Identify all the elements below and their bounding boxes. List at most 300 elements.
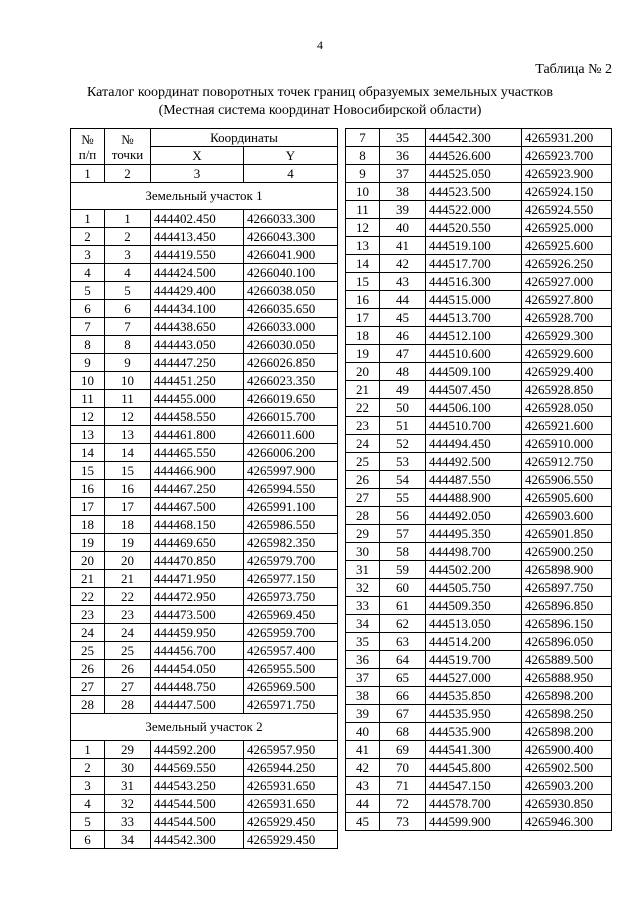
table-row bbox=[346, 795, 612, 813]
header-index-row bbox=[71, 165, 338, 183]
table-row bbox=[71, 660, 338, 678]
y-coordinate: 4265902.500 bbox=[522, 759, 612, 777]
table-row bbox=[346, 615, 612, 633]
row-number: 8 bbox=[71, 336, 105, 354]
table-row bbox=[71, 264, 338, 282]
point-number: 3 bbox=[105, 246, 151, 264]
row-number: 35 bbox=[346, 633, 380, 651]
point-number: 16 bbox=[105, 480, 151, 498]
y-coordinate: 4266040.100 bbox=[244, 264, 338, 282]
x-coordinate: 444535.950 bbox=[426, 705, 522, 723]
x-coordinate: 444468.150 bbox=[151, 516, 244, 534]
y-coordinate: 4265929.600 bbox=[522, 345, 612, 363]
y-coordinate: 4265929.300 bbox=[522, 327, 612, 345]
point-number: 40 bbox=[380, 219, 426, 237]
section-row bbox=[71, 183, 338, 210]
table-row bbox=[71, 588, 338, 606]
y-coordinate: 4266006.200 bbox=[244, 444, 338, 462]
header-col-1: 1 bbox=[71, 165, 105, 183]
point-number: 71 bbox=[380, 777, 426, 795]
row-number: 20 bbox=[346, 363, 380, 381]
x-coordinate: 444447.250 bbox=[151, 354, 244, 372]
table-row bbox=[346, 759, 612, 777]
point-number: 44 bbox=[380, 291, 426, 309]
y-coordinate: 4265896.150 bbox=[522, 615, 612, 633]
x-coordinate: 444514.200 bbox=[426, 633, 522, 651]
row-number: 17 bbox=[346, 309, 380, 327]
table-row bbox=[71, 741, 338, 759]
y-coordinate: 4265944.250 bbox=[244, 759, 338, 777]
table-row bbox=[346, 327, 612, 345]
table-row bbox=[346, 183, 612, 201]
row-number: 24 bbox=[346, 435, 380, 453]
point-number: 43 bbox=[380, 273, 426, 291]
table-row bbox=[71, 444, 338, 462]
row-number: 25 bbox=[71, 642, 105, 660]
row-number: 21 bbox=[346, 381, 380, 399]
y-coordinate: 4265925.600 bbox=[522, 237, 612, 255]
x-coordinate: 444507.450 bbox=[426, 381, 522, 399]
y-coordinate: 4265957.400 bbox=[244, 642, 338, 660]
y-coordinate: 4266035.650 bbox=[244, 300, 338, 318]
y-coordinate: 4265991.100 bbox=[244, 498, 338, 516]
table-row bbox=[346, 669, 612, 687]
y-coordinate: 4265971.750 bbox=[244, 696, 338, 714]
row-number: 19 bbox=[346, 345, 380, 363]
row-number: 38 bbox=[346, 687, 380, 705]
x-coordinate: 444525.050 bbox=[426, 165, 522, 183]
x-coordinate: 444505.750 bbox=[426, 579, 522, 597]
x-coordinate: 444429.400 bbox=[151, 282, 244, 300]
table-row bbox=[71, 795, 338, 813]
y-coordinate: 4265982.350 bbox=[244, 534, 338, 552]
point-number: 55 bbox=[380, 489, 426, 507]
table-row bbox=[346, 201, 612, 219]
y-coordinate: 4265912.750 bbox=[522, 453, 612, 471]
point-number: 72 bbox=[380, 795, 426, 813]
x-coordinate: 444402.450 bbox=[151, 210, 244, 228]
point-number: 67 bbox=[380, 705, 426, 723]
point-number: 50 bbox=[380, 399, 426, 417]
point-number: 19 bbox=[105, 534, 151, 552]
y-coordinate: 4265927.000 bbox=[522, 273, 612, 291]
y-coordinate: 4265969.450 bbox=[244, 606, 338, 624]
y-coordinate: 4265921.600 bbox=[522, 417, 612, 435]
table-row bbox=[346, 777, 612, 795]
y-coordinate: 4265929.400 bbox=[522, 363, 612, 381]
point-number: 69 bbox=[380, 741, 426, 759]
row-number: 36 bbox=[346, 651, 380, 669]
y-coordinate: 4265955.500 bbox=[244, 660, 338, 678]
table-row bbox=[346, 381, 612, 399]
x-coordinate: 444543.250 bbox=[151, 777, 244, 795]
table-row bbox=[346, 705, 612, 723]
point-number: 7 bbox=[105, 318, 151, 336]
x-coordinate: 444513.700 bbox=[426, 309, 522, 327]
y-coordinate: 4265923.700 bbox=[522, 147, 612, 165]
row-number: 42 bbox=[346, 759, 380, 777]
y-coordinate: 4265931.650 bbox=[244, 777, 338, 795]
point-number: 53 bbox=[380, 453, 426, 471]
x-coordinate: 444465.550 bbox=[151, 444, 244, 462]
x-coordinate: 444519.100 bbox=[426, 237, 522, 255]
y-coordinate: 4265926.250 bbox=[522, 255, 612, 273]
y-coordinate: 4265897.750 bbox=[522, 579, 612, 597]
y-coordinate: 4265929.450 bbox=[244, 831, 338, 849]
table-row bbox=[71, 354, 338, 372]
x-coordinate: 444492.500 bbox=[426, 453, 522, 471]
y-coordinate: 4265928.700 bbox=[522, 309, 612, 327]
row-number: 6 bbox=[71, 831, 105, 849]
x-coordinate: 444413.450 bbox=[151, 228, 244, 246]
x-coordinate: 444513.050 bbox=[426, 615, 522, 633]
table-row bbox=[346, 417, 612, 435]
x-coordinate: 444448.750 bbox=[151, 678, 244, 696]
row-number: 3 bbox=[71, 246, 105, 264]
row-number: 29 bbox=[346, 525, 380, 543]
table-row bbox=[71, 426, 338, 444]
header-x: X bbox=[151, 147, 244, 165]
table-row bbox=[346, 687, 612, 705]
y-coordinate: 4265946.300 bbox=[522, 813, 612, 831]
x-coordinate: 444541.300 bbox=[426, 741, 522, 759]
row-number: 7 bbox=[346, 129, 380, 147]
x-coordinate: 444519.700 bbox=[426, 651, 522, 669]
table-row bbox=[346, 741, 612, 759]
row-number: 12 bbox=[71, 408, 105, 426]
row-number: 16 bbox=[346, 291, 380, 309]
header-row bbox=[71, 129, 338, 147]
y-coordinate: 4266033.000 bbox=[244, 318, 338, 336]
row-number: 22 bbox=[346, 399, 380, 417]
point-number: 10 bbox=[105, 372, 151, 390]
row-number: 2 bbox=[71, 759, 105, 777]
x-coordinate: 444438.650 bbox=[151, 318, 244, 336]
x-coordinate: 444523.500 bbox=[426, 183, 522, 201]
y-coordinate: 4265896.850 bbox=[522, 597, 612, 615]
row-number: 39 bbox=[346, 705, 380, 723]
point-number: 66 bbox=[380, 687, 426, 705]
table-row bbox=[71, 246, 338, 264]
y-coordinate: 4265927.800 bbox=[522, 291, 612, 309]
y-coordinate: 4266019.650 bbox=[244, 390, 338, 408]
table-row bbox=[71, 318, 338, 336]
table-row bbox=[71, 480, 338, 498]
point-number: 34 bbox=[105, 831, 151, 849]
x-coordinate: 444592.200 bbox=[151, 741, 244, 759]
row-number: 11 bbox=[71, 390, 105, 408]
x-coordinate: 444472.950 bbox=[151, 588, 244, 606]
y-coordinate: 4265900.250 bbox=[522, 543, 612, 561]
x-coordinate: 444545.800 bbox=[426, 759, 522, 777]
point-number: 58 bbox=[380, 543, 426, 561]
y-coordinate: 4266033.300 bbox=[244, 210, 338, 228]
row-number: 7 bbox=[71, 318, 105, 336]
x-coordinate: 444520.550 bbox=[426, 219, 522, 237]
y-coordinate: 4265986.550 bbox=[244, 516, 338, 534]
row-number: 10 bbox=[346, 183, 380, 201]
row-number: 20 bbox=[71, 552, 105, 570]
row-number: 13 bbox=[346, 237, 380, 255]
point-number: 13 bbox=[105, 426, 151, 444]
y-coordinate: 4265923.900 bbox=[522, 165, 612, 183]
x-coordinate: 444443.050 bbox=[151, 336, 244, 354]
table-row bbox=[346, 525, 612, 543]
row-number: 14 bbox=[346, 255, 380, 273]
table-row bbox=[71, 777, 338, 795]
x-coordinate: 444488.900 bbox=[426, 489, 522, 507]
point-number: 36 bbox=[380, 147, 426, 165]
table-row bbox=[71, 678, 338, 696]
point-number: 4 bbox=[105, 264, 151, 282]
point-number: 48 bbox=[380, 363, 426, 381]
point-number: 30 bbox=[105, 759, 151, 777]
point-number: 5 bbox=[105, 282, 151, 300]
x-coordinate: 444434.100 bbox=[151, 300, 244, 318]
table-row bbox=[71, 282, 338, 300]
x-coordinate: 444461.800 bbox=[151, 426, 244, 444]
row-number: 16 bbox=[71, 480, 105, 498]
header-points-cell bbox=[105, 129, 151, 165]
table-row bbox=[71, 552, 338, 570]
row-number: 9 bbox=[71, 354, 105, 372]
x-coordinate: 444458.550 bbox=[151, 408, 244, 426]
y-coordinate: 4266030.050 bbox=[244, 336, 338, 354]
y-coordinate: 4265969.500 bbox=[244, 678, 338, 696]
x-coordinate: 444455.000 bbox=[151, 390, 244, 408]
row-number: 12 bbox=[346, 219, 380, 237]
y-coordinate: 4265898.200 bbox=[522, 687, 612, 705]
header-num-cell bbox=[71, 129, 105, 165]
row-number: 5 bbox=[71, 282, 105, 300]
table-row bbox=[346, 255, 612, 273]
point-number: 70 bbox=[380, 759, 426, 777]
x-coordinate: 444506.100 bbox=[426, 399, 522, 417]
y-coordinate: 4265896.050 bbox=[522, 633, 612, 651]
x-coordinate: 444470.850 bbox=[151, 552, 244, 570]
y-coordinate: 4265925.000 bbox=[522, 219, 612, 237]
table-row bbox=[71, 624, 338, 642]
header-col-3: 3 bbox=[151, 165, 244, 183]
title-line-1: Каталог координат поворотных точек границ образуемых земельных участков bbox=[87, 85, 553, 100]
section-title: Земельный участок 1 bbox=[71, 183, 338, 210]
header-num: № bbox=[81, 131, 94, 147]
table-row bbox=[346, 399, 612, 417]
x-coordinate: 444569.550 bbox=[151, 759, 244, 777]
row-number: 24 bbox=[71, 624, 105, 642]
point-number: 17 bbox=[105, 498, 151, 516]
y-coordinate: 4265901.850 bbox=[522, 525, 612, 543]
y-coordinate: 4266011.600 bbox=[244, 426, 338, 444]
point-number: 2 bbox=[105, 228, 151, 246]
row-number: 1 bbox=[71, 741, 105, 759]
table-row bbox=[346, 165, 612, 183]
row-number: 4 bbox=[71, 264, 105, 282]
x-coordinate: 444599.900 bbox=[426, 813, 522, 831]
table-row bbox=[71, 408, 338, 426]
table-row bbox=[346, 543, 612, 561]
y-coordinate: 4265898.900 bbox=[522, 561, 612, 579]
row-number: 21 bbox=[71, 570, 105, 588]
x-coordinate: 444419.550 bbox=[151, 246, 244, 264]
point-number: 38 bbox=[380, 183, 426, 201]
table-row bbox=[346, 561, 612, 579]
table-row bbox=[346, 651, 612, 669]
point-number: 28 bbox=[105, 696, 151, 714]
point-number: 60 bbox=[380, 579, 426, 597]
y-coordinate: 4265888.950 bbox=[522, 669, 612, 687]
x-coordinate: 444510.700 bbox=[426, 417, 522, 435]
table-row bbox=[71, 534, 338, 552]
x-coordinate: 444510.600 bbox=[426, 345, 522, 363]
point-number: 1 bbox=[105, 210, 151, 228]
row-number: 4 bbox=[71, 795, 105, 813]
y-coordinate: 4265931.200 bbox=[522, 129, 612, 147]
table-row bbox=[346, 363, 612, 381]
x-coordinate: 444447.500 bbox=[151, 696, 244, 714]
point-number: 46 bbox=[380, 327, 426, 345]
point-number: 41 bbox=[380, 237, 426, 255]
point-number: 51 bbox=[380, 417, 426, 435]
table-row bbox=[346, 291, 612, 309]
table-row bbox=[346, 219, 612, 237]
y-coordinate: 4265924.150 bbox=[522, 183, 612, 201]
table-row bbox=[71, 390, 338, 408]
point-number: 23 bbox=[105, 606, 151, 624]
point-number: 27 bbox=[105, 678, 151, 696]
x-coordinate: 444466.900 bbox=[151, 462, 244, 480]
table-row bbox=[346, 453, 612, 471]
x-coordinate: 444473.500 bbox=[151, 606, 244, 624]
row-number: 15 bbox=[346, 273, 380, 291]
x-coordinate: 444547.150 bbox=[426, 777, 522, 795]
row-number: 9 bbox=[346, 165, 380, 183]
row-number: 22 bbox=[71, 588, 105, 606]
table-row bbox=[346, 471, 612, 489]
table-row bbox=[346, 813, 612, 831]
x-coordinate: 444526.600 bbox=[426, 147, 522, 165]
y-coordinate: 4266038.050 bbox=[244, 282, 338, 300]
header-points: точки bbox=[111, 146, 144, 162]
point-number: 52 bbox=[380, 435, 426, 453]
point-number: 37 bbox=[380, 165, 426, 183]
point-number: 24 bbox=[105, 624, 151, 642]
coordinates-table-left bbox=[70, 128, 338, 849]
point-number: 14 bbox=[105, 444, 151, 462]
row-number: 26 bbox=[71, 660, 105, 678]
table-row bbox=[346, 633, 612, 651]
row-number: 45 bbox=[346, 813, 380, 831]
row-number: 32 bbox=[346, 579, 380, 597]
x-coordinate: 444456.700 bbox=[151, 642, 244, 660]
table-row bbox=[71, 498, 338, 516]
point-number: 12 bbox=[105, 408, 151, 426]
table-row bbox=[71, 462, 338, 480]
row-number: 28 bbox=[71, 696, 105, 714]
row-number: 23 bbox=[346, 417, 380, 435]
row-number: 43 bbox=[346, 777, 380, 795]
table-row bbox=[71, 831, 338, 849]
point-number: 31 bbox=[105, 777, 151, 795]
y-coordinate: 4265889.500 bbox=[522, 651, 612, 669]
y-coordinate: 4265959.700 bbox=[244, 624, 338, 642]
point-number: 35 bbox=[380, 129, 426, 147]
row-number: 2 bbox=[71, 228, 105, 246]
point-number: 63 bbox=[380, 633, 426, 651]
y-coordinate: 4265910.000 bbox=[522, 435, 612, 453]
row-number: 1 bbox=[71, 210, 105, 228]
row-number: 30 bbox=[346, 543, 380, 561]
point-number: 11 bbox=[105, 390, 151, 408]
y-coordinate: 4265994.550 bbox=[244, 480, 338, 498]
y-coordinate: 4265931.650 bbox=[244, 795, 338, 813]
x-coordinate: 444469.650 bbox=[151, 534, 244, 552]
header-num2: № bbox=[121, 131, 134, 147]
y-coordinate: 4265898.200 bbox=[522, 723, 612, 741]
point-number: 42 bbox=[380, 255, 426, 273]
table-row bbox=[346, 435, 612, 453]
point-number: 49 bbox=[380, 381, 426, 399]
row-number: 18 bbox=[346, 327, 380, 345]
point-number: 47 bbox=[380, 345, 426, 363]
x-coordinate: 444542.300 bbox=[426, 129, 522, 147]
table-row bbox=[71, 570, 338, 588]
y-coordinate: 4265930.850 bbox=[522, 795, 612, 813]
table-row bbox=[71, 813, 338, 831]
row-number: 15 bbox=[71, 462, 105, 480]
point-number: 56 bbox=[380, 507, 426, 525]
table-row bbox=[71, 372, 338, 390]
point-number: 29 bbox=[105, 741, 151, 759]
x-coordinate: 444517.700 bbox=[426, 255, 522, 273]
row-number: 6 bbox=[71, 300, 105, 318]
point-number: 21 bbox=[105, 570, 151, 588]
coordinates-table-right bbox=[345, 128, 612, 831]
x-coordinate: 444487.550 bbox=[426, 471, 522, 489]
row-number: 31 bbox=[346, 561, 380, 579]
y-coordinate: 4266026.850 bbox=[244, 354, 338, 372]
table-row bbox=[346, 597, 612, 615]
row-number: 27 bbox=[346, 489, 380, 507]
row-number: 26 bbox=[346, 471, 380, 489]
row-number: 25 bbox=[346, 453, 380, 471]
y-coordinate: 4265898.250 bbox=[522, 705, 612, 723]
point-number: 9 bbox=[105, 354, 151, 372]
row-number: 28 bbox=[346, 507, 380, 525]
point-number: 64 bbox=[380, 651, 426, 669]
row-number: 37 bbox=[346, 669, 380, 687]
table-row bbox=[346, 309, 612, 327]
x-coordinate: 444522.000 bbox=[426, 201, 522, 219]
x-coordinate: 444535.900 bbox=[426, 723, 522, 741]
point-number: 20 bbox=[105, 552, 151, 570]
x-coordinate: 444471.950 bbox=[151, 570, 244, 588]
point-number: 8 bbox=[105, 336, 151, 354]
x-coordinate: 444502.200 bbox=[426, 561, 522, 579]
row-number: 44 bbox=[346, 795, 380, 813]
row-number: 18 bbox=[71, 516, 105, 534]
x-coordinate: 444512.100 bbox=[426, 327, 522, 345]
x-coordinate: 444544.500 bbox=[151, 813, 244, 831]
y-coordinate: 4265928.050 bbox=[522, 399, 612, 417]
row-number: 3 bbox=[71, 777, 105, 795]
row-number: 33 bbox=[346, 597, 380, 615]
point-number: 33 bbox=[105, 813, 151, 831]
table-row bbox=[71, 642, 338, 660]
x-coordinate: 444494.450 bbox=[426, 435, 522, 453]
x-coordinate: 444542.300 bbox=[151, 831, 244, 849]
point-number: 57 bbox=[380, 525, 426, 543]
